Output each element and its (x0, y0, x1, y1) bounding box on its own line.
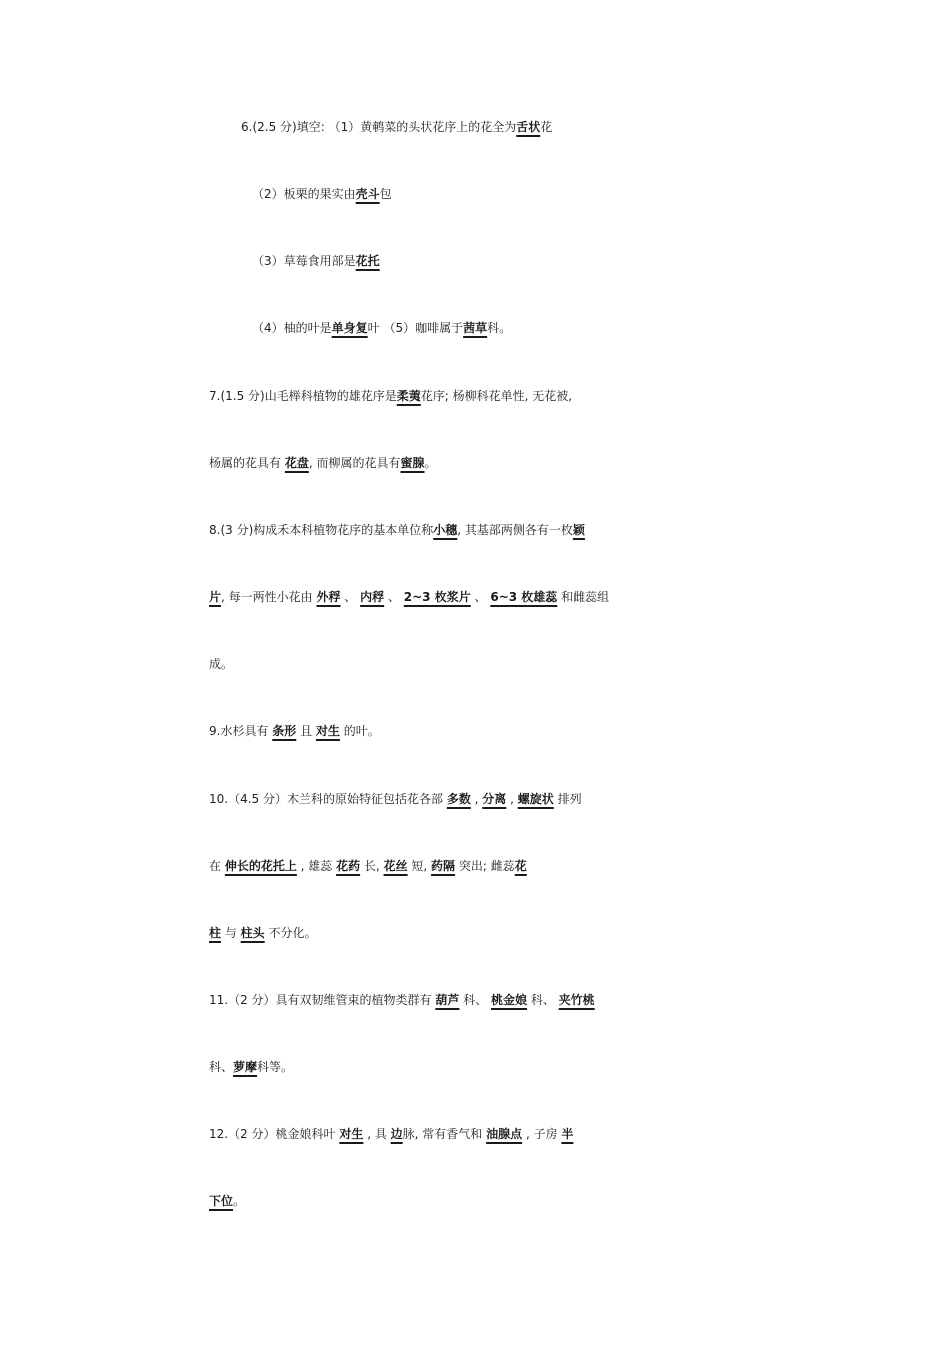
question-text: 花 (540, 120, 553, 134)
question-text: 脉, 常有香气和 (402, 1127, 487, 1141)
question-9-line-1 (209, 719, 809, 743)
question-text: , 具 (363, 1127, 391, 1141)
answer-blank: 舌状 (516, 120, 541, 134)
answer-blank: 对生 (315, 724, 340, 738)
question-text: 在 (209, 859, 225, 873)
question-text: 7.(1.5 分)山毛榉科植物的雄花序是 (209, 389, 397, 403)
question-12-line-1 (209, 1122, 809, 1146)
answer-blank: 花丝 (383, 859, 408, 873)
question-text: 、 (340, 590, 361, 604)
question-text: 。 (233, 1194, 246, 1208)
answer-blank: 蜜腺 (400, 456, 425, 470)
question-text: 且 (296, 724, 316, 738)
question-text: 。 (424, 456, 437, 470)
question-text: 杨属的花具有 (209, 456, 285, 470)
answer-blank: 对生 (339, 1127, 364, 1141)
question-text: 排列 (553, 792, 582, 806)
question-text: 的叶。 (339, 724, 380, 738)
question-7-line-1 (209, 384, 809, 408)
answer-blank: 小穗 (433, 523, 458, 537)
answer-blank: 伸长的花托上 (224, 859, 297, 873)
answer-blank: 花托 (355, 254, 380, 268)
question-text: （4）柚的叶是 (252, 321, 332, 335)
answer-blank: 外稃 (316, 590, 341, 604)
question-6-line-2 (252, 182, 852, 206)
answer-blank: 2~3 枚浆片 (403, 590, 471, 604)
question-text: 长, (360, 859, 384, 873)
question-text: 科等。 (257, 1060, 294, 1074)
question-text: 、 (470, 590, 491, 604)
question-text: 包 (379, 187, 392, 201)
question-10-line-2 (209, 854, 809, 878)
answer-blank: 柔荑 (396, 389, 421, 403)
question-text: （3）草莓食用部是 (252, 254, 356, 268)
question-10-line-1 (209, 787, 809, 811)
answer-blank: 葫芦 (435, 993, 460, 1007)
question-text: 8.(3 分)构成禾本科植物花序的基本单位称 (209, 523, 434, 537)
answer-blank: 柱 (209, 926, 222, 940)
question-text: （2）板栗的果实由 (252, 187, 356, 201)
answer-blank: 分离 (482, 792, 507, 806)
question-8-line-1 (209, 518, 809, 542)
answer-blank: 柱头 (240, 926, 265, 940)
answer-blank: 颖 (572, 523, 585, 537)
question-text: 10.（4.5 分）木兰科的原始特征包括花各部 (209, 792, 447, 806)
question-text: 科。 (487, 321, 512, 335)
question-text: , 每一两性小花由 (221, 590, 317, 604)
question-text: 叶 （5）咖啡属于 (367, 321, 464, 335)
question-10-line-3 (209, 921, 809, 945)
question-7-line-2 (209, 451, 809, 475)
question-text: 9.水杉具有 (209, 724, 273, 738)
answer-blank: 内稃 (360, 590, 385, 604)
question-text: 短, (407, 859, 432, 873)
question-text: 花序; 杨柳科花单性, 无花被, (420, 389, 573, 403)
question-text: 科、 (459, 993, 492, 1007)
question-text: 、 (384, 590, 404, 604)
answer-blank: 片 (209, 590, 222, 604)
answer-blank: 条形 (272, 724, 297, 738)
question-6-line-3 (252, 249, 852, 273)
question-text: 突出; 雌蕊 (455, 859, 515, 873)
question-text: 科、 (527, 993, 559, 1007)
answer-blank: 药隔 (431, 859, 456, 873)
answer-blank: 半 (561, 1127, 574, 1141)
answer-blank: 夹竹桃 (558, 993, 595, 1007)
question-text: , 其基部两侧各有一枚 (457, 523, 573, 537)
answer-blank: 边 (390, 1127, 403, 1141)
question-11-line-2 (209, 1055, 809, 1079)
answer-blank: 茜草 (463, 321, 488, 335)
question-11-line-1 (209, 988, 809, 1012)
question-text: , 雄蕊 (296, 859, 337, 873)
answer-blank: 花药 (336, 859, 361, 873)
answer-blank: 单身复 (331, 321, 368, 335)
answer-blank: 壳斗 (355, 187, 380, 201)
answer-blank: 油腺点 (486, 1127, 523, 1141)
question-text: 6.(2.5 分)填空: （1）黄鹌菜的头状花序上的花全为 (241, 120, 517, 134)
question-8-line-2 (209, 585, 809, 609)
question-6-line-4 (252, 316, 852, 340)
question-text: 12.（2 分）桃金娘科叶 (209, 1127, 340, 1141)
question-text: , 子房 (522, 1127, 562, 1141)
question-text: 成。 (209, 657, 234, 671)
question-text: 科、 (209, 1060, 234, 1074)
question-text: , (506, 792, 518, 806)
question-6-line-1 (241, 115, 841, 139)
answer-blank: 多数 (446, 792, 471, 806)
answer-blank: 花盘 (284, 456, 309, 470)
question-text: , 而柳属的花具有 (308, 456, 401, 470)
question-text: 不分化。 (264, 926, 317, 940)
answer-blank: 萝摩 (233, 1060, 258, 1074)
answer-blank: 6~3 枚雄蕊 (490, 590, 558, 604)
answer-blank: 桃金娘 (491, 993, 528, 1007)
question-12-line-2 (209, 1189, 809, 1213)
question-8-line-3 (209, 652, 809, 676)
answer-blank: 螺旋状 (517, 792, 554, 806)
question-text: 和雌蕊组 (557, 590, 610, 604)
question-text: 与 (221, 926, 241, 940)
question-text: , (470, 792, 483, 806)
question-text: 11.（2 分）具有双韧维管束的植物类群有 (209, 993, 436, 1007)
answer-blank: 下位 (209, 1194, 234, 1208)
answer-blank: 花 (514, 859, 527, 873)
